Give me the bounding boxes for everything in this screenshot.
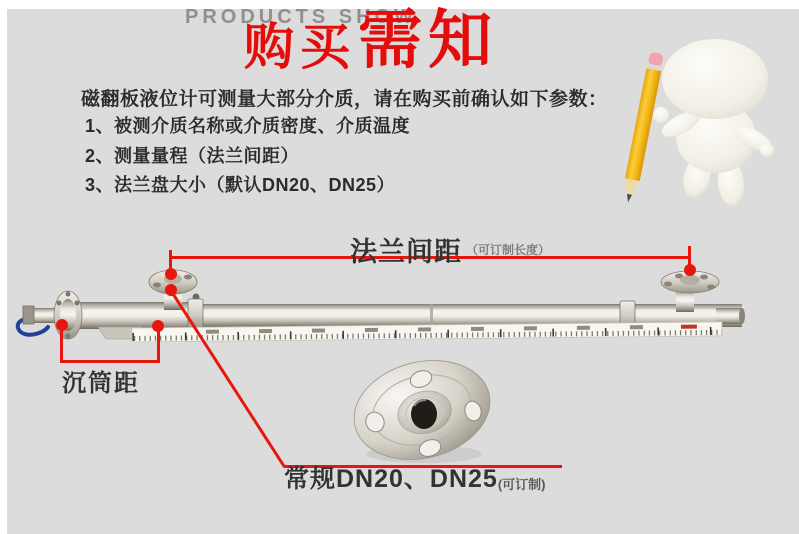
flange-size-label: 常规DN20、DN25	[284, 465, 498, 493]
ruler-red-label	[681, 325, 697, 329]
mascot-body-group	[658, 39, 776, 207]
mascot-head	[662, 39, 768, 119]
page-title-main: 需知	[358, 4, 498, 76]
white-3d-mascot-figure	[593, 33, 783, 213]
flange-bolt-hole	[707, 285, 715, 290]
chamber-bracket-right	[157, 328, 160, 363]
page-title-lead: 购买	[244, 19, 356, 75]
notice-point-2: 2、测量量程（法兰间距）	[85, 146, 300, 166]
marker-dot-chamber-right	[152, 320, 164, 332]
notice-intro: 磁翻板液位计可测量大部分介质，请在购买前确认如下参数：	[81, 89, 608, 110]
page-title	[244, 4, 498, 76]
marker-dot-flange-left-top	[165, 268, 177, 280]
flange-bolt	[66, 334, 71, 339]
flange-spacing-label: 法兰间距	[350, 237, 462, 267]
mascot-hand-right	[760, 143, 774, 157]
flange-closeup-photo	[348, 356, 500, 468]
flange-spacing-note: （可订制长度）	[466, 243, 551, 257]
chamber-bracket-left	[60, 327, 63, 363]
gauge-right-end	[739, 308, 745, 324]
flange-spacing-callout	[350, 230, 550, 269]
marker-dot-chamber-left	[56, 319, 68, 331]
process-flange-right-hub	[680, 275, 700, 285]
mascot-hand-on-pencil	[653, 107, 669, 123]
notice-point-3: 3、法兰盘大小（默认DN20、DN25）	[85, 175, 396, 195]
tube-weld-joint	[430, 304, 433, 327]
gauge-left-nut	[23, 306, 34, 324]
flange-bolt-hole	[664, 282, 672, 287]
level-gauge-photo	[10, 258, 765, 358]
notice-point-1: 1、被测介质名称或介质密度、介质温度	[85, 116, 411, 136]
yellow-pencil-icon	[621, 52, 665, 204]
flange-bolt-hole	[700, 275, 708, 280]
flange-bolt-hole	[153, 283, 161, 288]
eyebrow-text: PRODUCTS SHOW	[185, 6, 417, 28]
marker-dot-flange-right	[684, 264, 696, 276]
flange-bolt-hole	[184, 275, 192, 280]
chamber-distance-label: 沉筒距	[62, 370, 140, 397]
flange-bolt	[66, 292, 71, 297]
tube-highlight	[56, 309, 742, 313]
flange-bolt	[57, 301, 62, 306]
flange-bolt	[75, 301, 80, 306]
flange-size-note: (可订制)	[497, 477, 546, 492]
flange-size-callout	[284, 467, 546, 492]
